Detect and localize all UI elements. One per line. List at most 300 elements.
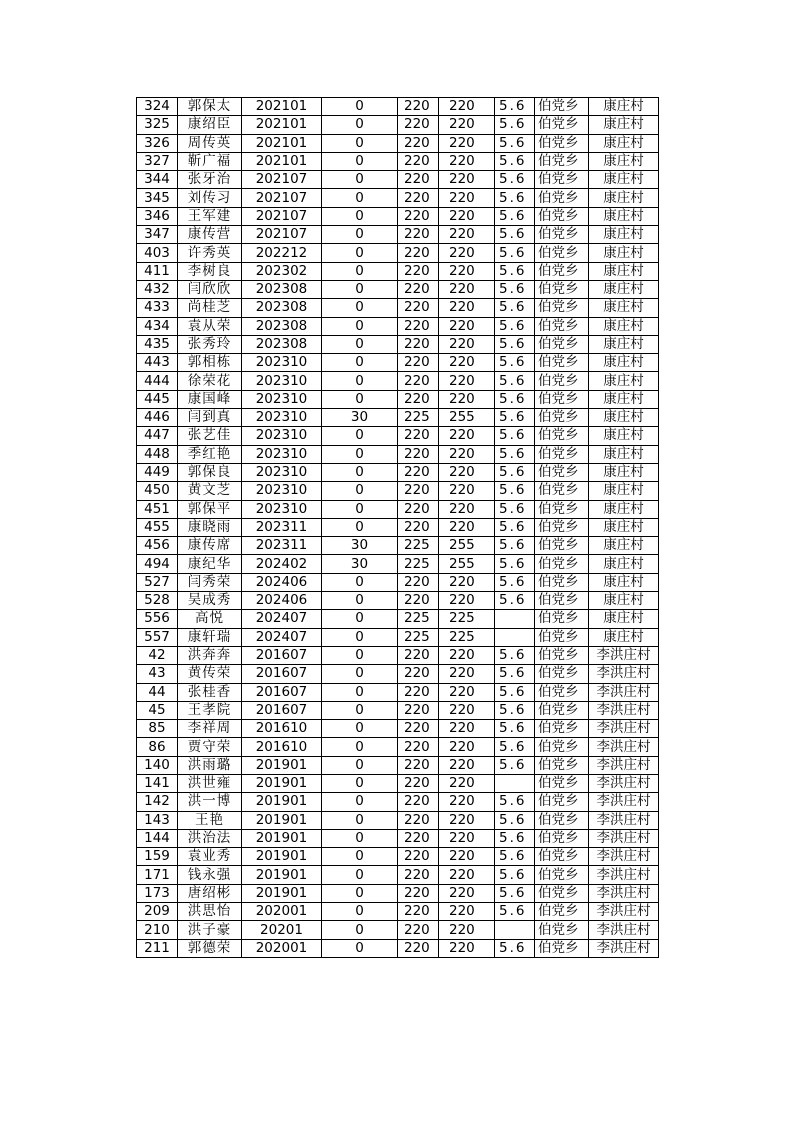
person-name-cell: 李祥周 [178,720,242,738]
amount-extra-cell: 0 [322,811,398,829]
table-row [137,793,659,811]
amount-base-cell: 220 [398,592,439,610]
table-row [137,372,659,390]
table-row [137,555,659,573]
amount-extra-cell: 0 [322,939,398,957]
amount-total-cell: 220 [439,848,495,866]
amount-total-cell: 220 [439,829,495,847]
amount-extra-cell: 0 [322,921,398,939]
table-row [137,445,659,463]
table-row [137,262,659,280]
rate-cell: 5.6 [495,884,535,902]
rate-cell: 5.6 [495,262,535,280]
township-cell: 伯党乡 [535,372,589,390]
row-number-cell: 209 [137,903,178,921]
person-name-cell: 洪奔奔 [178,646,242,664]
table-row [137,646,659,664]
township-cell: 伯党乡 [535,628,589,646]
table-row [137,903,659,921]
table-row [137,207,659,225]
amount-extra-cell: 0 [322,628,398,646]
rate-cell: 5.6 [495,829,535,847]
township-cell: 伯党乡 [535,500,589,518]
village-cell: 李洪庄村 [589,921,659,939]
table-row [137,884,659,902]
start-month-cell: 202310 [242,354,322,372]
rate-cell: 5.6 [495,335,535,353]
village-cell: 康庄村 [589,445,659,463]
village-cell: 康庄村 [589,244,659,262]
rate-cell: 5.6 [495,500,535,518]
person-name-cell: 郭德荣 [178,939,242,957]
amount-extra-cell: 0 [322,354,398,372]
start-month-cell: 20201 [242,921,322,939]
table-row [137,226,659,244]
village-cell: 康庄村 [589,317,659,335]
amount-base-cell: 220 [398,390,439,408]
township-cell: 伯党乡 [535,738,589,756]
data-table [136,97,659,958]
village-cell: 李洪庄村 [589,756,659,774]
amount-base-cell: 220 [398,244,439,262]
rate-cell: 5.6 [495,427,535,445]
village-cell: 李洪庄村 [589,829,659,847]
amount-extra-cell: 0 [322,665,398,683]
township-cell: 伯党乡 [535,207,589,225]
table-row [137,335,659,353]
start-month-cell: 201901 [242,811,322,829]
amount-extra-cell: 0 [322,116,398,134]
rate-cell [495,774,535,792]
start-month-cell: 202311 [242,537,322,555]
village-cell: 康庄村 [589,98,659,116]
start-month-cell: 202310 [242,445,322,463]
amount-base-cell: 220 [398,683,439,701]
row-number-cell: 345 [137,189,178,207]
amount-base-cell: 220 [398,207,439,225]
table-row [137,244,659,262]
amount-extra-cell: 0 [322,720,398,738]
township-cell: 伯党乡 [535,445,589,463]
township-cell: 伯党乡 [535,866,589,884]
start-month-cell: 202302 [242,262,322,280]
village-cell: 李洪庄村 [589,866,659,884]
start-month-cell: 202107 [242,207,322,225]
start-month-cell: 201607 [242,665,322,683]
start-month-cell: 202107 [242,226,322,244]
amount-total-cell: 220 [439,390,495,408]
township-cell: 伯党乡 [535,463,589,481]
amount-extra-cell: 0 [322,482,398,500]
row-number-cell: 527 [137,573,178,591]
village-cell: 康庄村 [589,335,659,353]
table-row [137,409,659,427]
row-number-cell: 173 [137,884,178,902]
person-name-cell: 郭保太 [178,98,242,116]
rate-cell [495,628,535,646]
amount-total-cell: 220 [439,811,495,829]
rate-cell: 5.6 [495,848,535,866]
rate-cell: 5.6 [495,738,535,756]
start-month-cell: 201901 [242,829,322,847]
village-cell: 李洪庄村 [589,683,659,701]
township-cell: 伯党乡 [535,811,589,829]
person-name-cell: 郭相栋 [178,354,242,372]
person-name-cell: 康绍臣 [178,116,242,134]
amount-base-cell: 220 [398,921,439,939]
table-row [137,610,659,628]
start-month-cell: 202310 [242,372,322,390]
rate-cell: 5.6 [495,701,535,719]
village-cell: 康庄村 [589,354,659,372]
start-month-cell: 201901 [242,793,322,811]
amount-base-cell: 220 [398,756,439,774]
amount-extra-cell: 0 [322,500,398,518]
row-number-cell: 403 [137,244,178,262]
amount-extra-cell: 0 [322,738,398,756]
amount-extra-cell: 0 [322,226,398,244]
township-cell: 伯党乡 [535,482,589,500]
table-row [137,592,659,610]
amount-extra-cell: 0 [322,98,398,116]
amount-extra-cell: 0 [322,518,398,536]
village-cell: 李洪庄村 [589,939,659,957]
amount-total-cell: 220 [439,280,495,298]
village-cell: 康庄村 [589,555,659,573]
rate-cell: 5.6 [495,317,535,335]
person-name-cell: 张牙治 [178,171,242,189]
start-month-cell: 202308 [242,280,322,298]
person-name-cell: 钱永强 [178,866,242,884]
person-name-cell: 康传席 [178,537,242,555]
amount-total-cell: 220 [439,592,495,610]
start-month-cell: 202310 [242,427,322,445]
table-row [137,390,659,408]
row-number-cell: 443 [137,354,178,372]
amount-extra-cell: 30 [322,537,398,555]
row-number-cell: 141 [137,774,178,792]
row-number-cell: 142 [137,793,178,811]
township-cell: 伯党乡 [535,518,589,536]
amount-total-cell: 220 [439,299,495,317]
start-month-cell: 202310 [242,390,322,408]
amount-base-cell: 220 [398,720,439,738]
table-row [137,463,659,481]
village-cell: 康庄村 [589,500,659,518]
person-name-cell: 洪治法 [178,829,242,847]
start-month-cell: 202402 [242,555,322,573]
start-month-cell: 202101 [242,98,322,116]
village-cell: 李洪庄村 [589,774,659,792]
person-name-cell: 王军建 [178,207,242,225]
start-month-cell: 202310 [242,463,322,481]
village-cell: 李洪庄村 [589,903,659,921]
rate-cell [495,610,535,628]
person-name-cell: 唐绍彬 [178,884,242,902]
amount-total-cell: 220 [439,774,495,792]
amount-total-cell: 220 [439,372,495,390]
amount-total-cell: 220 [439,646,495,664]
amount-total-cell: 255 [439,537,495,555]
start-month-cell: 202001 [242,939,322,957]
row-number-cell: 327 [137,152,178,170]
village-cell: 康庄村 [589,628,659,646]
township-cell: 伯党乡 [535,939,589,957]
person-name-cell: 洪思怡 [178,903,242,921]
table-row [137,152,659,170]
person-name-cell: 吴成秀 [178,592,242,610]
amount-base-cell: 220 [398,280,439,298]
township-cell: 伯党乡 [535,756,589,774]
township-cell: 伯党乡 [535,262,589,280]
person-name-cell: 黄文芝 [178,482,242,500]
row-number-cell: 445 [137,390,178,408]
rate-cell: 5.6 [495,226,535,244]
table-row [137,665,659,683]
amount-extra-cell: 0 [322,207,398,225]
row-number-cell: 447 [137,427,178,445]
row-number-cell: 456 [137,537,178,555]
rate-cell: 5.6 [495,207,535,225]
rate-cell: 5.6 [495,903,535,921]
row-number-cell: 433 [137,299,178,317]
table-row [137,774,659,792]
rate-cell: 5.6 [495,280,535,298]
township-cell: 伯党乡 [535,665,589,683]
amount-base-cell: 220 [398,774,439,792]
amount-base-cell: 220 [398,939,439,957]
row-number-cell: 171 [137,866,178,884]
person-name-cell: 洪一博 [178,793,242,811]
amount-total-cell: 220 [439,738,495,756]
person-name-cell: 康纪华 [178,555,242,573]
amount-extra-cell: 0 [322,244,398,262]
township-cell: 伯党乡 [535,829,589,847]
table-row [137,573,659,591]
amount-base-cell: 220 [398,848,439,866]
table-row [137,738,659,756]
village-cell: 李洪庄村 [589,884,659,902]
amount-total-cell: 220 [439,226,495,244]
village-cell: 康庄村 [589,482,659,500]
table-row [137,866,659,884]
amount-base-cell: 220 [398,518,439,536]
row-number-cell: 494 [137,555,178,573]
start-month-cell: 202107 [242,171,322,189]
amount-total-cell: 220 [439,463,495,481]
rate-cell: 5.6 [495,756,535,774]
township-cell: 伯党乡 [535,646,589,664]
rate-cell: 5.6 [495,537,535,555]
township-cell: 伯党乡 [535,317,589,335]
township-cell: 伯党乡 [535,592,589,610]
amount-base-cell: 220 [398,793,439,811]
amount-total-cell: 220 [439,939,495,957]
amount-base-cell: 220 [398,171,439,189]
person-name-cell: 郭保平 [178,500,242,518]
table-row [137,829,659,847]
start-month-cell: 202101 [242,134,322,152]
table-row [137,189,659,207]
start-month-cell: 202308 [242,317,322,335]
row-number-cell: 211 [137,939,178,957]
rate-cell: 5.6 [495,354,535,372]
table-row [137,939,659,957]
person-name-cell: 康轩瑞 [178,628,242,646]
row-number-cell: 42 [137,646,178,664]
row-number-cell: 325 [137,116,178,134]
table-row [137,427,659,445]
start-month-cell: 202001 [242,903,322,921]
amount-total-cell: 220 [439,354,495,372]
township-cell: 伯党乡 [535,189,589,207]
amount-base-cell: 225 [398,555,439,573]
person-name-cell: 康传营 [178,226,242,244]
amount-base-cell: 220 [398,372,439,390]
rate-cell: 5.6 [495,720,535,738]
amount-base-cell: 220 [398,445,439,463]
table-body [137,98,659,958]
amount-total-cell: 220 [439,152,495,170]
table-row [137,98,659,116]
village-cell: 李洪庄村 [589,665,659,683]
amount-base-cell: 220 [398,299,439,317]
township-cell: 伯党乡 [535,354,589,372]
amount-base-cell: 220 [398,427,439,445]
amount-extra-cell: 0 [322,299,398,317]
rate-cell: 5.6 [495,793,535,811]
township-cell: 伯党乡 [535,98,589,116]
rate-cell: 5.6 [495,409,535,427]
amount-total-cell: 220 [439,189,495,207]
row-number-cell: 324 [137,98,178,116]
amount-total-cell: 220 [439,884,495,902]
village-cell: 康庄村 [589,573,659,591]
village-cell: 康庄村 [589,372,659,390]
table-row [137,756,659,774]
start-month-cell: 202310 [242,500,322,518]
start-month-cell: 201610 [242,720,322,738]
person-name-cell: 黄传荣 [178,665,242,683]
table-row [137,317,659,335]
amount-extra-cell: 0 [322,390,398,408]
table-row [137,354,659,372]
village-cell: 康庄村 [589,390,659,408]
table-row [137,848,659,866]
row-number-cell: 43 [137,665,178,683]
amount-base-cell: 220 [398,829,439,847]
table-row [137,628,659,646]
amount-total-cell: 220 [439,427,495,445]
start-month-cell: 202101 [242,152,322,170]
village-cell: 康庄村 [589,299,659,317]
rate-cell: 5.6 [495,866,535,884]
row-number-cell: 344 [137,171,178,189]
rate-cell: 5.6 [495,171,535,189]
amount-extra-cell: 0 [322,793,398,811]
amount-extra-cell: 0 [322,646,398,664]
village-cell: 康庄村 [589,463,659,481]
person-name-cell: 李树良 [178,262,242,280]
village-cell: 康庄村 [589,610,659,628]
row-number-cell: 326 [137,134,178,152]
amount-total-cell: 220 [439,207,495,225]
start-month-cell: 202310 [242,482,322,500]
person-name-cell: 王艳 [178,811,242,829]
amount-extra-cell: 0 [322,774,398,792]
amount-extra-cell: 0 [322,262,398,280]
person-name-cell: 闫秀荣 [178,573,242,591]
person-name-cell: 郭保良 [178,463,242,481]
township-cell: 伯党乡 [535,573,589,591]
amount-total-cell: 255 [439,409,495,427]
village-cell: 康庄村 [589,189,659,207]
township-cell: 伯党乡 [535,610,589,628]
table-row [137,701,659,719]
village-cell: 李洪庄村 [589,793,659,811]
amount-base-cell: 225 [398,628,439,646]
start-month-cell: 202310 [242,409,322,427]
village-cell: 李洪庄村 [589,811,659,829]
village-cell: 康庄村 [589,537,659,555]
table-row [137,537,659,555]
amount-base-cell: 220 [398,866,439,884]
amount-extra-cell: 0 [322,317,398,335]
amount-extra-cell: 0 [322,903,398,921]
amount-total-cell: 225 [439,628,495,646]
amount-extra-cell: 30 [322,409,398,427]
amount-base-cell: 220 [398,335,439,353]
amount-total-cell: 220 [439,500,495,518]
start-month-cell: 202311 [242,518,322,536]
person-name-cell: 袁业秀 [178,848,242,866]
village-cell: 康庄村 [589,262,659,280]
row-number-cell: 450 [137,482,178,500]
village-cell: 李洪庄村 [589,720,659,738]
start-month-cell: 201610 [242,738,322,756]
amount-extra-cell: 0 [322,848,398,866]
start-month-cell: 201901 [242,866,322,884]
amount-base-cell: 220 [398,482,439,500]
start-month-cell: 201607 [242,646,322,664]
township-cell: 伯党乡 [535,116,589,134]
amount-base-cell: 220 [398,317,439,335]
row-number-cell: 140 [137,756,178,774]
amount-base-cell: 220 [398,152,439,170]
village-cell: 李洪庄村 [589,646,659,664]
amount-extra-cell: 0 [322,683,398,701]
township-cell: 伯党乡 [535,555,589,573]
amount-base-cell: 220 [398,463,439,481]
rate-cell: 5.6 [495,811,535,829]
row-number-cell: 432 [137,280,178,298]
table-row [137,116,659,134]
township-cell: 伯党乡 [535,537,589,555]
amount-total-cell: 220 [439,921,495,939]
amount-total-cell: 220 [439,98,495,116]
table-row [137,518,659,536]
amount-total-cell: 220 [439,317,495,335]
amount-total-cell: 220 [439,445,495,463]
table-row [137,500,659,518]
amount-extra-cell: 0 [322,372,398,390]
row-number-cell: 144 [137,829,178,847]
rate-cell: 5.6 [495,482,535,500]
amount-base-cell: 225 [398,409,439,427]
row-number-cell: 159 [137,848,178,866]
start-month-cell: 201901 [242,884,322,902]
amount-base-cell: 220 [398,98,439,116]
